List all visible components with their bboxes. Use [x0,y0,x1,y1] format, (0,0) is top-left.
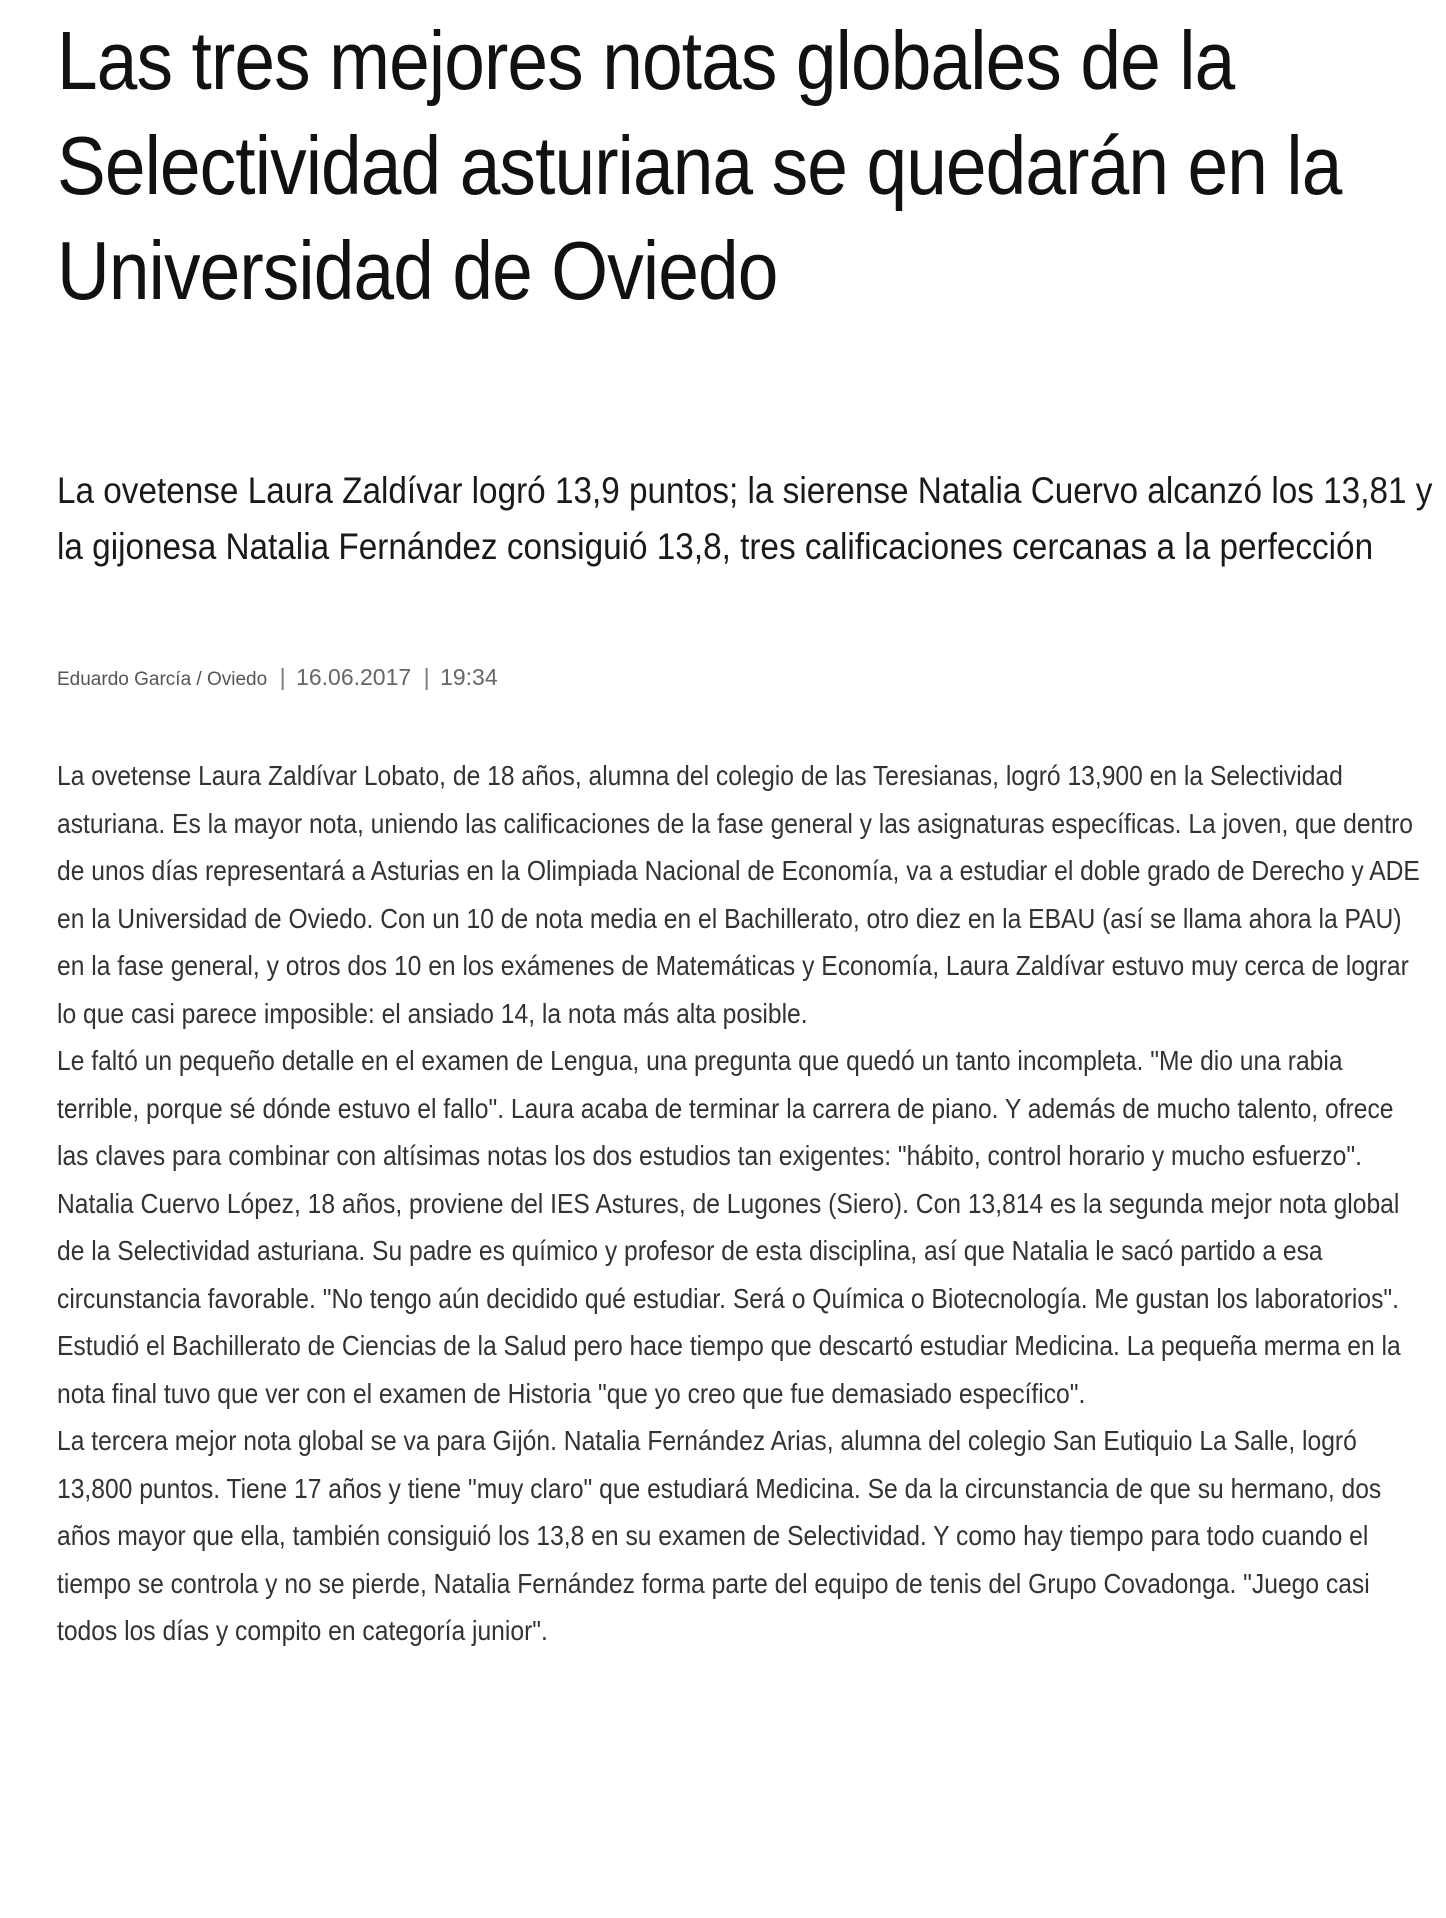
article-paragraph: La tercera mejor nota global se va para Gijón. Natalia Fernández Arias, alumna del colegio San Eutiquio La Salle, logró 13,800 puntos. Tiene 17 años y tiene "muy claro" que estudiará Medicina. Se da la circunstancia de que su hermano, dos años mayor que ella, también consiguió los 13,8 en su examen de Selectividad. Y como hay tiempo para todo cuando el tiempo se controla y no se pierde, Natalia Fernández forma parte del equipo de tenis del Grupo Covadonga. "Juego casi todos los días y compito en categoría junior". [57,1425,1382,1646]
article-paragraph: La ovetense Laura Zaldívar Lobato, de 18 años, alumna del colegio de las Teresianas, logró 13,900 en la Selectividad asturiana. Es la mayor nota, uniendo las calificaciones de la fase general y las asignaturas específicas. La joven, que dentro de unos días representará a Asturias en la Olimpiada Nacional de Economía, va a estudiar el doble grado de Derecho y ADE en la Universidad de Oviedo. Con un 10 de nota media en el Bachillerato, otro diez en la EBAU (así se llama ahora la PAU) en la fase general, y otros dos 10 en los exámenes de Matemáticas y Economía, Laura Zaldívar estuvo muy cerca de lograr lo que casi parece imposible: el ansiado 14, la nota más alta posible. [57,760,1420,1029]
byline-author: Eduardo García / Oviedo [57,669,268,690]
article-subheadline: La ovetense Laura Zaldívar logró 13,9 puntos; la sierense Natalia Cuervo alcanzó los 13,81 y la gijonesa Natalia Fernández consiguió 13,8, tres calificaciones cercanas a la perfección [57,470,1433,567]
article-paragraph: Natalia Cuervo López, 18 años, proviene del IES Astures, de Lugones (Siero). Con 13,814 es la segunda mejor nota global de la Selectividad asturiana. Su padre es químico y profesor de esta disciplina, así que Natalia le sacó partido a esa circunstancia favorable. "No tengo aún decidido qué estudiar. Será o Química o Biotecnología. Me gustan los laboratorios". Estudió el Bachillerato de Ciencias de la Salud pero hace tiempo que descartó estudiar Medicina. La pequeña merma en la nota final tuvo que ver con el examen de Historia "que yo creo que fue demasiado específico". [57,1187,1401,1409]
byline-date: 16.06.2017 [296,664,412,690]
article-byline [57,664,498,691]
article-headline: Las tres mejores notas globales de la Selectividad asturiana se quedarán en la Universidad de Oviedo [57,14,1342,317]
news-article [57,0,1433,1646]
byline-separator: | [279,664,286,690]
byline-time: 19:34 [440,664,498,690]
byline-separator: | [423,664,430,690]
article-paragraph: Le faltó un pequeño detalle en el examen de Lengua, una pregunta que quedó un tanto incompleta. "Me dio una rabia terrible, porque sé dónde estuvo el fallo". Laura acaba de terminar la carrera de piano. Y además de mucho talento, ofrece las claves para combinar con altísimas notas los dos estudios tan exigentes: "hábito, control horario y mucho esfuerzo". [57,1045,1394,1171]
article-body [57,752,1430,1655]
